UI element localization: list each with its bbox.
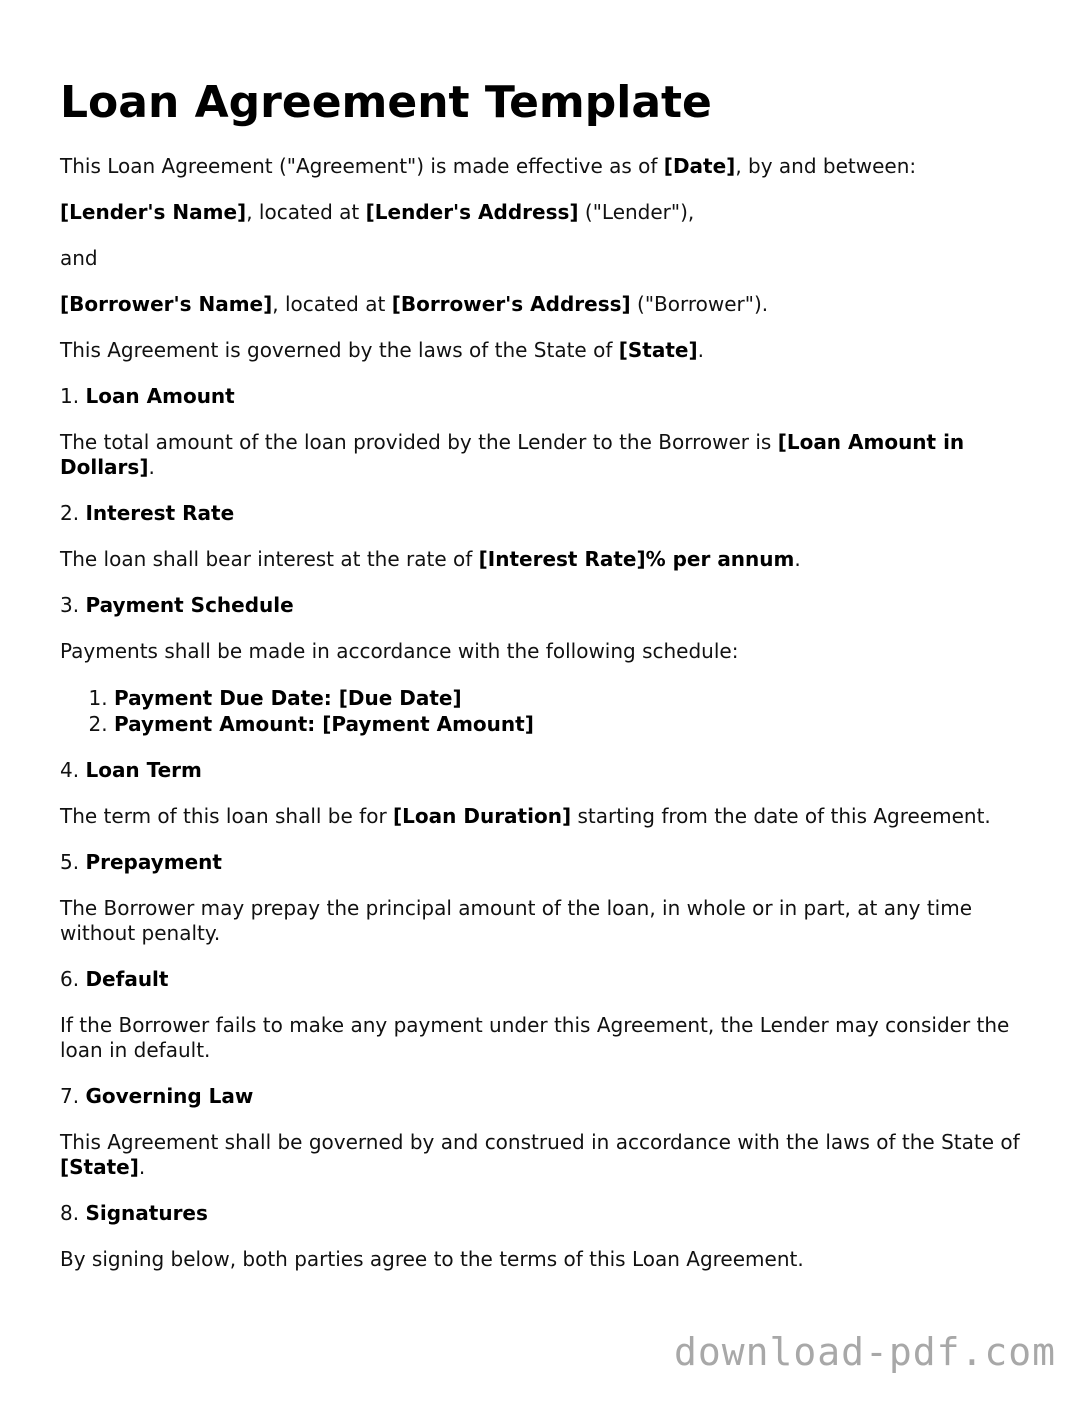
section-title: Loan Amount: [85, 384, 235, 408]
section-title: Signatures: [85, 1201, 208, 1225]
section-number: 3.: [60, 593, 86, 617]
section-heading-loan-term: [60, 758, 1035, 783]
intro-text-end: , by and between:: [735, 154, 917, 178]
section-number: 6.: [60, 967, 86, 991]
loan-amount-paragraph: [60, 430, 1035, 480]
section-title: Governing Law: [85, 1084, 254, 1108]
intro-text: This Loan Agreement ("Agreement") is made effective as of: [60, 154, 664, 178]
section-number: 8.: [60, 1201, 86, 1225]
governing-law-end: .: [138, 1155, 146, 1179]
interest-rate-paragraph: [60, 547, 1035, 572]
section-number: 2.: [60, 501, 86, 525]
document-page: [60, 76, 1035, 1293]
loan-duration-placeholder: [Loan Duration]: [393, 804, 572, 828]
list-item: [114, 685, 1035, 711]
governing-state-placeholder: [State]: [60, 1155, 139, 1179]
loan-term-end: starting from the date of this Agreement.: [571, 804, 991, 828]
interest-rate-text: The loan shall bear interest at the rate of: [60, 547, 479, 571]
list-item: [114, 711, 1035, 737]
lender-name-placeholder: [Lender's Name]: [60, 200, 247, 224]
section-title: Payment Schedule: [85, 593, 294, 617]
section-title: Prepayment: [85, 850, 222, 874]
section-heading-payment-schedule: [60, 593, 1035, 618]
interest-rate-end: .: [794, 547, 801, 571]
section-number: 1.: [60, 384, 86, 408]
section-title: Interest Rate: [85, 501, 235, 525]
intro-paragraph: [60, 154, 1035, 179]
section-number: 5.: [60, 850, 86, 874]
governed-end: .: [697, 338, 704, 362]
governed-paragraph: [60, 338, 1035, 363]
section-number: 7.: [60, 1084, 86, 1108]
section-heading-interest-rate: [60, 501, 1035, 526]
lender-suffix: ("Lender"),: [578, 200, 695, 224]
prepayment-paragraph: The Borrower may prepay the principal amount of the loan, in whole or in part, at any time without penalty.: [60, 896, 973, 945]
state-placeholder: [State]: [618, 338, 698, 362]
payment-schedule-paragraph: Payments shall be made in accordance with the following schedule:: [60, 639, 739, 663]
section-heading-prepayment: [60, 850, 1035, 875]
governed-text: This Agreement is governed by the laws of the State of: [60, 338, 619, 362]
watermark-text: download-pdf.com: [673, 1330, 1056, 1374]
default-paragraph: If the Borrower fails to make any payment under this Agreement, the Lender may consider the loan in default.: [60, 1013, 1010, 1062]
payment-amount: Payment Amount: [Payment Amount]: [114, 712, 534, 736]
section-heading-loan-amount: [60, 384, 1035, 409]
lender-paragraph: [60, 200, 1035, 225]
interest-rate-placeholder: [Interest Rate]% per annum: [478, 547, 795, 571]
section-title: Default: [85, 967, 169, 991]
borrower-address-placeholder: [Borrower's Address]: [391, 292, 631, 316]
payment-schedule-list: [60, 685, 1035, 737]
date-placeholder: [Date]: [663, 154, 736, 178]
loan-amount-text: The total amount of the loan provided by the Lender to the Borrower is: [60, 430, 778, 454]
section-heading-default: [60, 967, 1035, 992]
section-number: 4.: [60, 758, 86, 782]
signatures-paragraph: By signing below, both parties agree to the terms of this Loan Agreement.: [60, 1247, 804, 1271]
and-paragraph: and: [60, 246, 98, 270]
page-title: Loan Agreement Template: [60, 77, 712, 128]
section-title: Loan Term: [85, 758, 202, 782]
section-heading-signatures: [60, 1201, 1035, 1226]
payment-due-date: Payment Due Date: [Due Date]: [114, 686, 462, 710]
loan-amount-end: .: [148, 455, 155, 479]
lender-located-text: , located at: [246, 200, 366, 224]
loan-term-text: The term of this loan shall be for: [60, 804, 394, 828]
loan-amount-placeholder: [Loan Amount in Dollars]: [60, 430, 965, 479]
borrower-name-placeholder: [Borrower's Name]: [60, 292, 273, 316]
borrower-located-text: , located at: [272, 292, 392, 316]
borrower-suffix: ("Borrower").: [630, 292, 769, 316]
governing-law-text: This Agreement shall be governed by and construed in accordance with the laws of the State of: [60, 1130, 1020, 1154]
section-heading-governing-law: [60, 1084, 1035, 1109]
governing-law-paragraph: [60, 1130, 1035, 1180]
loan-term-paragraph: [60, 804, 1035, 829]
borrower-paragraph: [60, 292, 1035, 317]
lender-address-placeholder: [Lender's Address]: [365, 200, 579, 224]
